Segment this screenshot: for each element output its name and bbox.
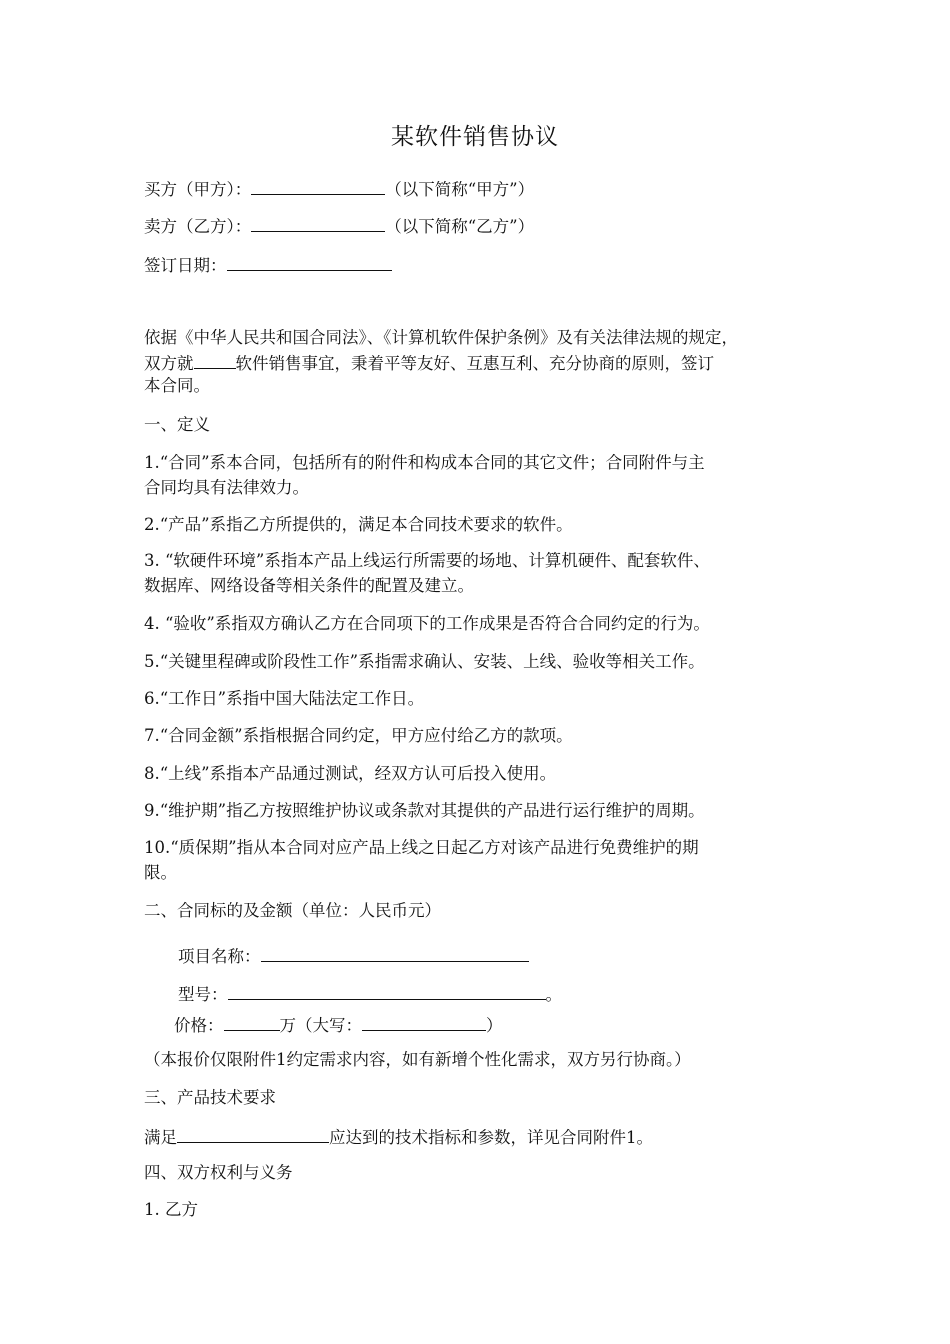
- buyer-name-blank[interactable]: [251, 177, 385, 195]
- model-label: 型号：: [178, 985, 228, 1004]
- intro-line-3: 本合同。: [144, 376, 210, 395]
- software-name-blank[interactable]: [194, 351, 236, 369]
- seller-note: （以下简称“乙方”）: [385, 217, 535, 236]
- price-label: 价格：: [174, 1016, 224, 1035]
- seller-line: [144, 214, 534, 237]
- intro-text-b: 软件销售事宜，秉着平等友好、互惠互利、充分协商的原则，签订: [235, 354, 714, 373]
- price-end-mark: ）: [486, 1016, 503, 1035]
- model-end-mark: 。: [545, 985, 562, 1004]
- definition-6: 6.“工作日”系指中国大陆法定工作日。: [144, 689, 425, 708]
- buyer-label: 买方（甲方）：: [144, 180, 252, 199]
- definition-2: 2.“产品”系指乙方所提供的，满足本合同技术要求的软件。: [144, 515, 573, 534]
- project-name-blank[interactable]: [261, 944, 529, 962]
- buyer-line: [144, 177, 534, 200]
- project-name-line: [178, 944, 529, 967]
- price-line: [174, 1013, 503, 1036]
- date-label: 签订日期：: [144, 256, 227, 275]
- definition-3-line-2: 数据库、网络设备等相关条件的配置及建立。: [144, 576, 474, 595]
- subsection-1-heading: 1. 乙方: [144, 1200, 198, 1219]
- price-uppercase-blank[interactable]: [362, 1013, 486, 1031]
- intro-text-a: 双方就: [144, 354, 194, 373]
- document-title: 某软件销售协议: [391, 124, 559, 150]
- definition-8: 8.“上线”系指本产品通过测试，经双方认可后投入使用。: [144, 764, 557, 783]
- definition-7: 7.“合同金额”系指根据合同约定，甲方应付给乙方的款项。: [144, 726, 573, 745]
- definition-4: 4. “验收”系指双方确认乙方在合同项下的工作成果是否符合合同约定的行为。: [144, 614, 710, 633]
- tech-text-b: 应达到的技术指标和参数，详见合同附件1。: [329, 1128, 653, 1147]
- seller-name-blank[interactable]: [251, 214, 385, 232]
- buyer-note: （以下简称“甲方”）: [385, 180, 535, 199]
- definition-1-line-2: 合同均具有法律效力。: [144, 478, 309, 497]
- tech-product-blank[interactable]: [177, 1125, 329, 1143]
- section-2-heading: 二、合同标的及金额（单位：人民币元）: [144, 901, 441, 920]
- seller-label: 卖方（乙方）：: [144, 217, 252, 236]
- price-amount-blank[interactable]: [224, 1013, 280, 1031]
- definition-5: 5.“关键里程碑或阶段性工作”系指需求确认、安装、上线、验收等相关工作。: [144, 652, 705, 671]
- definition-10-line-1: 10.“质保期”指从本合同对应产品上线之日起乙方对该产品进行免费维护的期: [144, 838, 699, 857]
- date-line: [144, 253, 392, 276]
- definition-9: 9.“维护期”指乙方按照维护协议或条款对其提供的产品进行运行维护的周期。: [144, 801, 705, 820]
- definition-3-line-1: 3. “软硬件环境”系指本产品上线运行所需要的场地、计算机硬件、配套软件、: [144, 551, 710, 570]
- section-1-heading: 一、定义: [144, 415, 210, 434]
- date-blank[interactable]: [227, 253, 392, 271]
- price-unit: 万（大写：: [279, 1016, 362, 1035]
- price-note: （本报价仅限附件1约定需求内容，如有新增个性化需求，双方另行协商。）: [144, 1050, 691, 1069]
- definition-10-line-2: 限。: [144, 863, 177, 882]
- intro-line-2: [144, 351, 714, 374]
- project-name-label: 项目名称：: [178, 947, 261, 966]
- model-line: [178, 982, 562, 1005]
- definition-1-line-1: 1.“合同”系本合同，包括所有的附件和构成本合同的其它文件；合同附件与主: [144, 453, 705, 472]
- intro-line-1: 依据《中华人民共和国合同法》、《计算机软件保护条例》及有关法律法规的规定，: [144, 328, 738, 347]
- tech-text-a: 满足: [144, 1128, 177, 1147]
- model-blank[interactable]: [228, 982, 546, 1000]
- section-4-heading: 四、双方权利与义务: [144, 1163, 293, 1182]
- section-3-heading: 三、产品技术要求: [144, 1088, 276, 1107]
- tech-requirement-line: [144, 1125, 653, 1148]
